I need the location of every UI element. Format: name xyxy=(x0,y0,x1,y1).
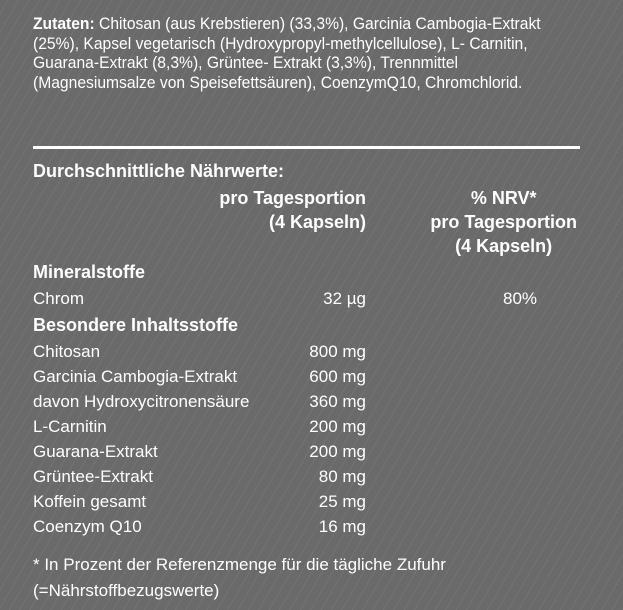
column-header-nrv-line3: (4 Kapseln) xyxy=(455,236,553,256)
row-name: Chitosan xyxy=(33,342,101,361)
row-amount: 600 mg xyxy=(309,367,366,386)
table-row xyxy=(0,417,623,441)
row-amount: 200 mg xyxy=(309,442,366,461)
row-name: L-Carnitin xyxy=(33,417,107,436)
column-header-amount-line1: pro Tagesportion xyxy=(219,188,366,208)
row-amount: 16 mg xyxy=(318,517,366,536)
table-row xyxy=(0,367,623,391)
table-row xyxy=(0,392,623,416)
divider-line xyxy=(33,146,580,149)
column-header-amount xyxy=(219,186,366,234)
table-row xyxy=(0,467,623,491)
table-row xyxy=(0,442,623,466)
column-header-nrv-line2: pro Tagesportion xyxy=(430,212,577,232)
group-heading-minerals: Mineralstoffe xyxy=(33,262,146,282)
row-amount: 200 mg xyxy=(309,417,366,436)
footnote-line1: * In Prozent der Referenzmenge für die tägliche Zufuhr xyxy=(33,555,446,574)
table-row xyxy=(0,342,623,366)
row-name: Coenzym Q10 xyxy=(33,517,142,536)
footnote-line2: (=Nährstoffbezugswerte) xyxy=(33,581,220,600)
ingredients-block xyxy=(33,14,548,92)
row-nrv: 80% xyxy=(502,289,538,308)
ingredients-text: Chitosan (aus Krebstieren) (33,3%), Garcinia Cambogia-Extrakt (25%), Kapsel vegetarisch (Hydroxypropyl-methylcellulose), L- Carnitin, Guarana-Extrakt (8,3%), Grüntee- Extrakt (3,3%), Trennmittel (Magnesiumsalze von Speisefettsäuren), CoenzymQ10, Chromchlorid. xyxy=(33,14,541,92)
row-amount: 25 mg xyxy=(318,492,366,511)
column-header-nrv xyxy=(430,186,577,258)
nutrition-title: Durchschnittliche Nährwerte: xyxy=(33,161,285,181)
row-name: Chrom xyxy=(33,289,85,308)
column-header-nrv-line1: % NRV* xyxy=(470,188,537,208)
row-name: Garcinia Cambogia-Extrakt xyxy=(33,367,238,386)
row-name: Guarana-Extrakt xyxy=(33,442,158,461)
table-row xyxy=(0,517,623,541)
row-name: Koffein gesamt xyxy=(33,492,147,511)
ingredients-label: Zutaten: xyxy=(33,14,95,33)
table-row xyxy=(0,289,623,313)
row-name: Grüntee-Extrakt xyxy=(33,467,153,486)
row-amount: 32 µg xyxy=(323,289,366,308)
row-amount: 360 mg xyxy=(309,392,366,411)
row-amount: 800 mg xyxy=(309,342,366,361)
group-heading-special: Besondere Inhaltsstoffe xyxy=(33,315,239,335)
column-header-amount-line2: (4 Kapseln) xyxy=(268,212,366,232)
row-name: davon Hydroxycitronensäure xyxy=(33,392,250,411)
row-amount: 80 mg xyxy=(318,467,366,486)
table-row xyxy=(0,492,623,516)
